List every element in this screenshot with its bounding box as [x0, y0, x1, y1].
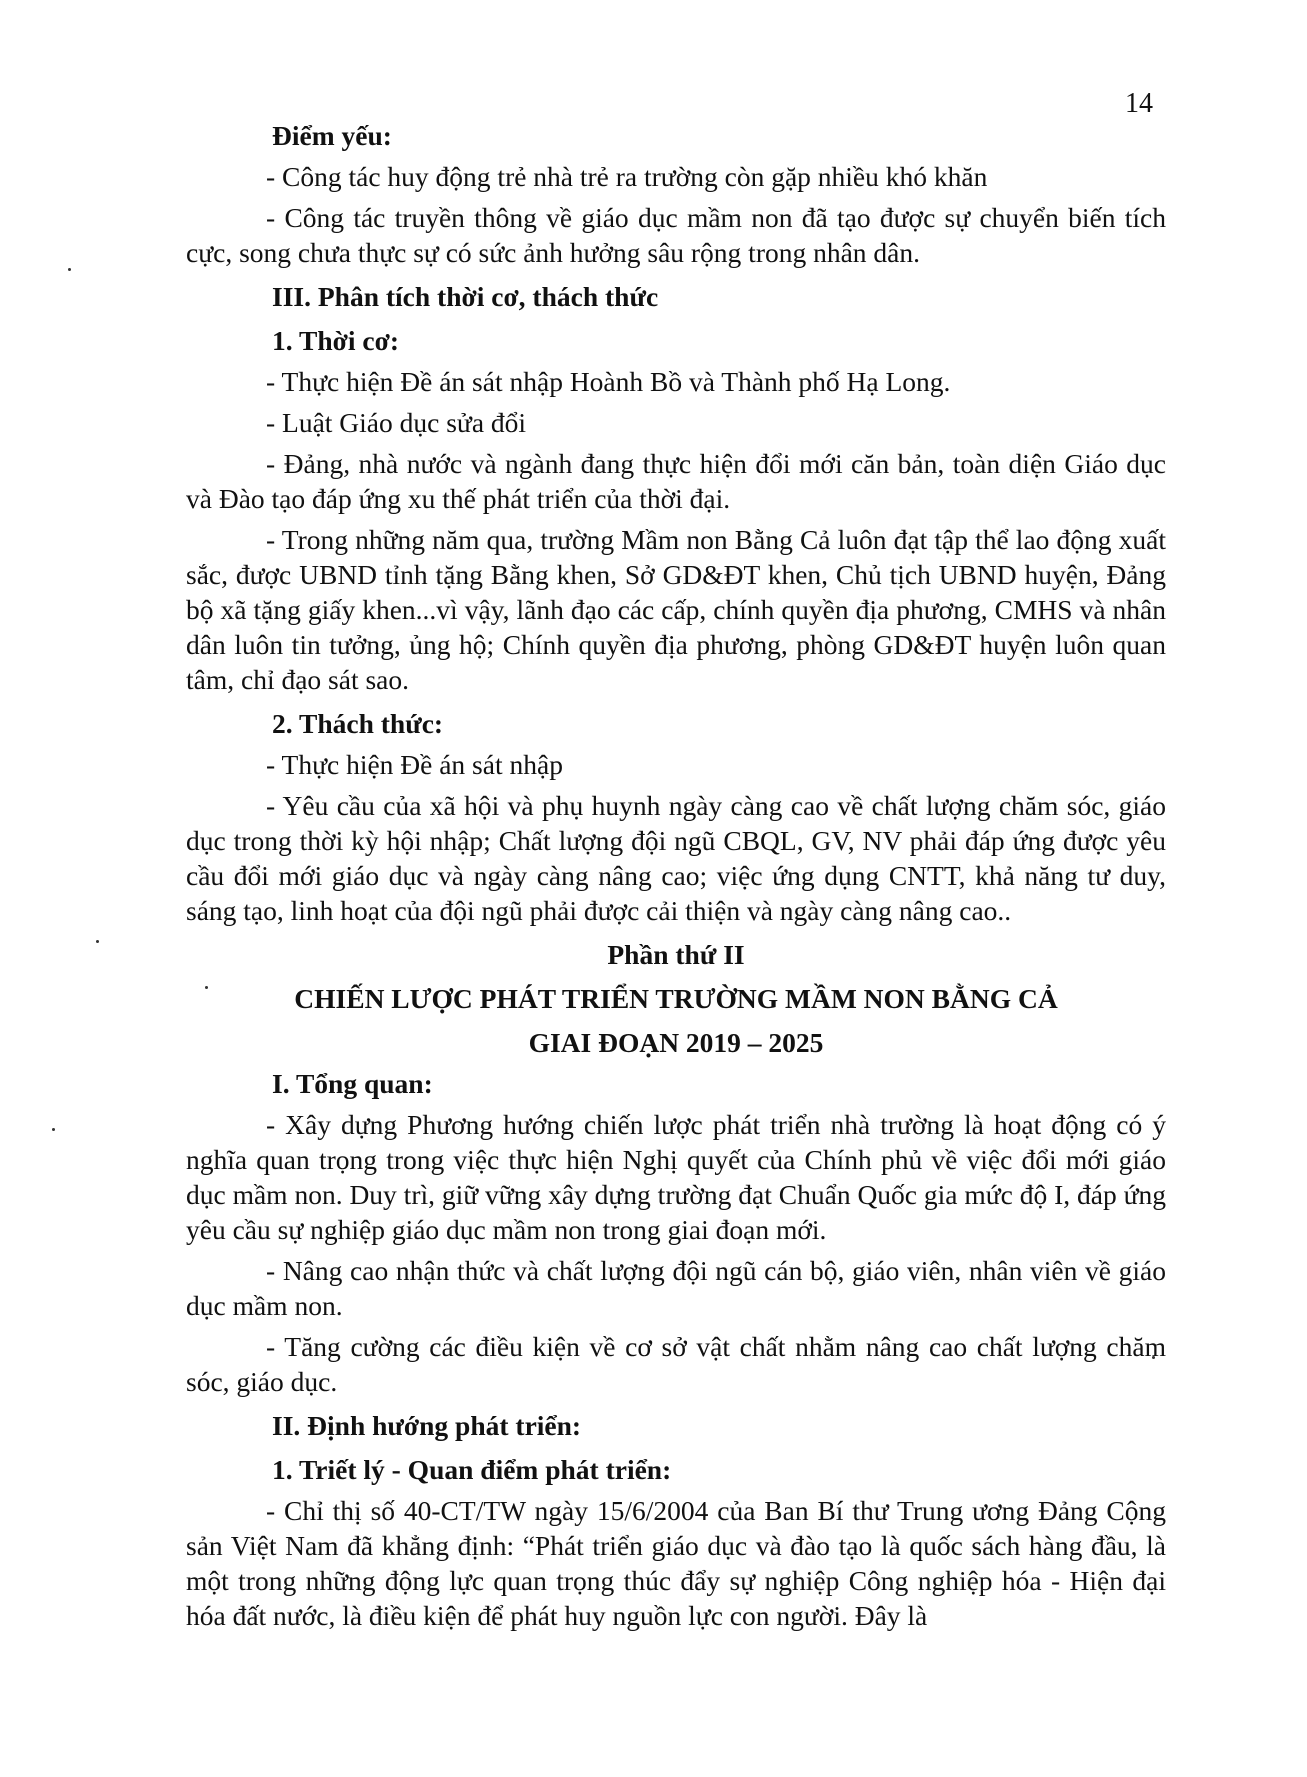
scan-speck	[68, 268, 71, 271]
weakness-item: - Công tác huy động trẻ nhà trẻ ra trường còn gặp nhiều khó khăn	[266, 161, 988, 192]
part-title-line-2: GIAI ĐOẠN 2019 – 2025	[528, 1027, 824, 1058]
part-label: Phần thứ II	[607, 939, 745, 970]
overview-heading: I. Tổng quan:	[272, 1068, 433, 1099]
orientation-heading: II. Định hướng phát triển:	[272, 1410, 582, 1441]
opportunity-item: - Luật Giáo dục sửa đổi	[266, 407, 527, 438]
philosophy-heading: 1. Triết lý - Quan điểm phát triển:	[272, 1454, 672, 1485]
scan-speck	[52, 1128, 55, 1131]
philosophy-paragraph: - Chỉ thị số 40-CT/TW ngày 15/6/2004 của Ban Bí thư Trung ương Đảng Cộng sản Việt Nam đã khẳng định: “Phát triển giáo dục và đào tạo là quốc sách hàng đầu, là một trong những động lực quan trọng thúc đẩy sự nghiệp Công nghiệp hóa - Hiện đại hóa đất nước, là điều kiện để phát huy nguồn lực con người. Đây là	[186, 1495, 1166, 1631]
overview-item: - Xây dựng Phương hướng chiến lược phát triển nhà trường là hoạt động có ý nghĩa quan trọng trong việc thực hiện Nghị quyết của Chính phủ về việc đổi mới giáo dục mầm non. Duy trì, giữ vững xây dựng trường đạt Chuẩn Quốc gia mức độ I, đáp ứng yêu cầu sự nghiệp giáo dục mầm non trong giai đoạn mới.	[186, 1109, 1166, 1245]
overview-item: - Tăng cường các điều kiện về cơ sở vật chất nhằm nâng cao chất lượng chăm sóc, giáo dục.	[186, 1331, 1166, 1397]
opportunity-item: - Đảng, nhà nước và ngành đang thực hiện đổi mới căn bản, toàn diện Giáo dục và Đào tạo đáp ứng xu thế phát triển của thời đại.	[186, 448, 1166, 514]
page-number: 14	[1125, 88, 1153, 119]
opportunity-heading: 1. Thời cơ:	[272, 325, 399, 356]
opportunity-item: - Trong những năm qua, trường Mầm non Bằng Cả luôn đạt tập thể lao động xuất sắc, được UBND tỉnh tặng Bằng khen, Sở GD&ĐT khen, Chủ tịch UBND huyện, Đảng bộ xã tặng giấy khen...vì vậy, lãnh đạo các cấp, chính quyền địa phương, CMHS và nhân dân luôn tin tưởng, ủng hộ; Chính quyền địa phương, phòng GD&ĐT huyện luôn quan tâm, chỉ đạo sát sao.	[186, 524, 1166, 695]
section-3-heading: III. Phân tích thời cơ, thách thức	[272, 281, 659, 312]
challenge-item: - Yêu cầu của xã hội và phụ huynh ngày càng cao về chất lượng chăm sóc, giáo dục trong thời kỳ hội nhập; Chất lượng đội ngũ CBQL, GV, NV phải đáp ứng được yêu cầu đổi mới giáo dục và ngày càng nâng cao; việc ứng dụng CNTT, khả năng tư duy, sáng tạo, linh hoạt của đội ngũ phải được cải thiện và ngày càng nâng cao..	[186, 790, 1166, 926]
challenge-heading: 2. Thách thức:	[272, 708, 444, 739]
part-title-line-1: CHIẾN LƯỢC PHÁT TRIỂN TRƯỜNG MẦM NON BẰNG CẢ	[294, 983, 1058, 1014]
challenge-item: - Thực hiện Đề án sát nhập	[266, 749, 563, 780]
opportunity-item: - Thực hiện Đề án sát nhập Hoành Bồ và Thành phố Hạ Long.	[266, 366, 951, 397]
overview-item: - Nâng cao nhận thức và chất lượng đội ngũ cán bộ, giáo viên, nhân viên về giáo dục mầm non.	[186, 1255, 1166, 1321]
weakness-item: - Công tác truyền thông về giáo dục mầm non đã tạo được sự chuyển biến tích cực, song chưa thực sự có sức ảnh hưởng sâu rộng trong nhân dân.	[186, 202, 1166, 268]
scan-speck	[96, 940, 99, 943]
document-body	[186, 118, 1166, 1633]
weakness-heading: Điểm yếu:	[272, 120, 392, 151]
